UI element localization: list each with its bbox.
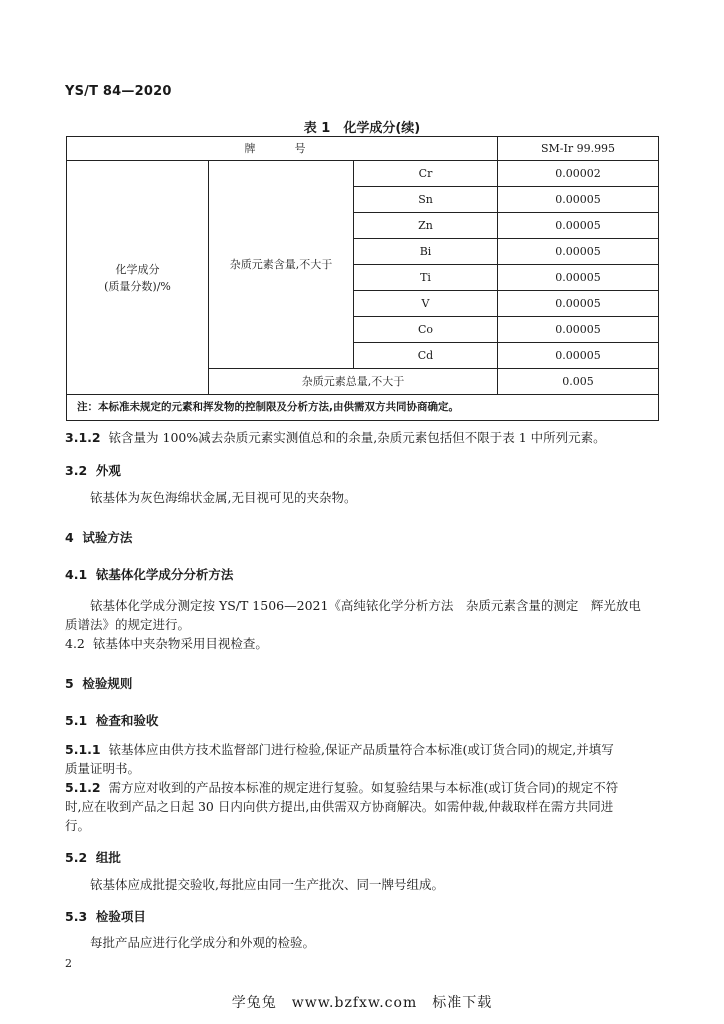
header-grade: SM-Ir 99.995 — [498, 137, 659, 161]
value-cell: 0.00005 — [498, 187, 659, 213]
table-caption: 表 1 化学成分(续) — [303, 121, 421, 136]
row-label-line2: (质量分数)/% — [104, 279, 171, 293]
value-cell: 0.00005 — [498, 265, 659, 291]
heading-number: 5.3 — [65, 909, 88, 924]
element-cell: Ti — [354, 265, 498, 291]
clause-text: 铱基体中夹杂物采用目视检查。 — [92, 636, 268, 651]
element-cell: Co — [354, 317, 498, 343]
clause-text: 需方应对收到的产品按本标准的规定进行复验。如复验结果与本标准(或订货合同)的规定不符 — [108, 780, 619, 795]
heading-number: 5 — [65, 676, 74, 691]
paragraph-line — [65, 778, 659, 797]
value-cell: 0.00005 — [498, 291, 659, 317]
heading-title: 检验项目 — [95, 909, 146, 924]
element-cell: V — [354, 291, 498, 317]
clause-number: 5.1.2 — [65, 780, 101, 795]
value-cell: 0.00005 — [498, 343, 659, 369]
heading-title: 铱基体化学成分分析方法 — [95, 567, 234, 582]
heading-number: 4.1 — [65, 567, 88, 582]
heading-3-2 — [65, 461, 121, 480]
value-cell: 0.00005 — [498, 317, 659, 343]
heading-title: 检验规则 — [82, 676, 133, 691]
row-label-composition — [67, 161, 209, 395]
paragraph-line: 铱基体化学成分测定按 YS/T 1506—2021《高纯铱化学分析方法 杂质元素含量的测定 辉光放电 — [90, 598, 641, 613]
clause-3-1-2 — [65, 428, 659, 447]
heading-5-2 — [65, 848, 121, 867]
value-cell: 0.00005 — [498, 239, 659, 265]
clause-4-2 — [65, 634, 659, 653]
heading-number: 5.1 — [65, 713, 88, 728]
value-cell: 0.00005 — [498, 213, 659, 239]
impurity-label: 杂质元素含量,不大于 — [209, 161, 354, 369]
table-row — [67, 161, 659, 187]
element-cell: Zn — [354, 213, 498, 239]
table-note: 注：本标准未规定的元素和挥发物的控制限及分析方法,由供需双方共同协商确定。 — [67, 395, 659, 421]
paragraph-line: 质量证明书。 — [65, 761, 141, 776]
element-cell: Cd — [354, 343, 498, 369]
paragraph-4-1 — [65, 596, 659, 634]
paragraph-line: 时,应在收到产品之日起 30 日内向供方提出,由供需双方协商解决。如需仲裁,仲裁取样在需方共同进 — [65, 799, 614, 814]
paragraph-5-3: 每批产品应进行化学成分和外观的检验。 — [90, 935, 316, 950]
clause-text: 铱含量为 100%减去杂质元素实测值总和的余量,杂质元素包括但不限于表 1 中所列元素。 — [108, 430, 606, 445]
page-number: 2 — [65, 957, 72, 970]
chemical-composition-table — [66, 136, 659, 421]
total-label: 杂质元素总量,不大于 — [209, 369, 498, 395]
paragraph-3-2: 铱基体为灰色海绵状金属,无目视可见的夹杂物。 — [90, 490, 357, 505]
table-note-row — [67, 395, 659, 421]
footer-watermark: 学兔兔 www.bzfxw.com 标准下载 — [231, 995, 493, 1011]
paragraph-line: 行。 — [65, 818, 91, 833]
heading-title: 检查和验收 — [95, 713, 159, 728]
paragraph-line — [65, 740, 659, 759]
heading-5-1 — [65, 711, 158, 730]
heading-4 — [65, 528, 132, 547]
table-header-row — [67, 137, 659, 161]
heading-number: 5.2 — [65, 850, 88, 865]
paragraph-5-2: 铱基体应成批提交验收,每批应由同一生产批次、同一牌号组成。 — [90, 877, 444, 892]
header-brand: 牌 号 — [67, 137, 498, 161]
element-cell: Sn — [354, 187, 498, 213]
element-cell: Bi — [354, 239, 498, 265]
total-value: 0.005 — [498, 369, 659, 395]
element-cell: Cr — [354, 161, 498, 187]
row-label-line1: 化学成分 — [115, 262, 160, 276]
heading-number: 4 — [65, 530, 74, 545]
heading-5-3 — [65, 907, 146, 926]
heading-title: 组批 — [95, 850, 121, 865]
clause-text: 铱基体应由供方技术监督部门进行检验,保证产品质量符合本标准(或订货合同)的规定,并填写 — [108, 742, 614, 757]
heading-4-1 — [65, 565, 233, 584]
clause-number: 3.1.2 — [65, 430, 101, 445]
value-cell: 0.00002 — [498, 161, 659, 187]
heading-title: 外观 — [95, 463, 121, 478]
heading-5 — [65, 674, 132, 693]
heading-title: 试验方法 — [82, 530, 133, 545]
clause-number: 5.1.1 — [65, 742, 101, 757]
clause-5-1-2 — [65, 778, 659, 835]
clause-5-1-1 — [65, 740, 659, 778]
clause-number: 4.2 — [65, 636, 85, 651]
heading-number: 3.2 — [65, 463, 88, 478]
document-code: YS/T 84—2020 — [65, 84, 172, 99]
paragraph-line: 质谱法》的规定进行。 — [65, 617, 191, 632]
